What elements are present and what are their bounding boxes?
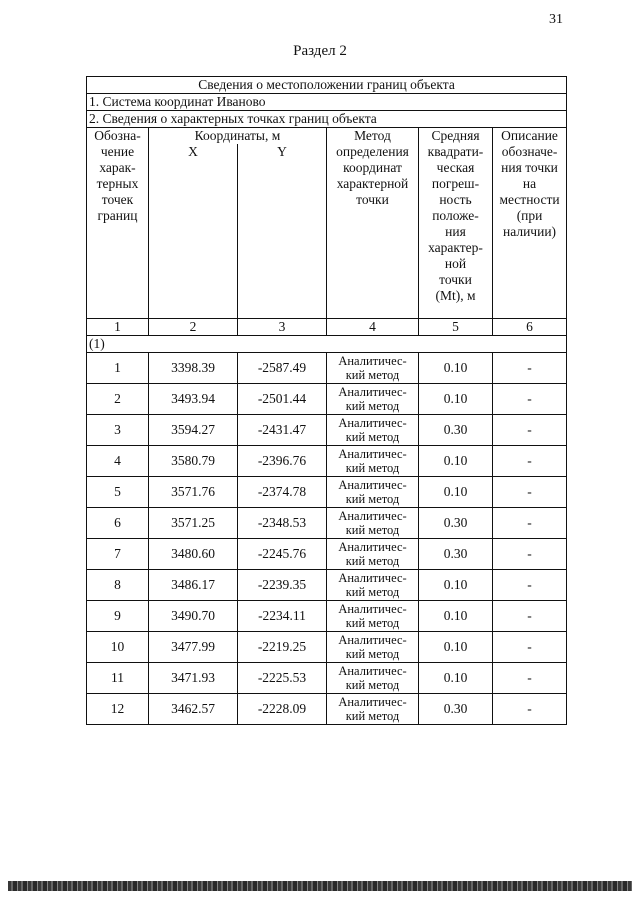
column-number: 6 xyxy=(493,319,567,336)
error-cell: 0.30 xyxy=(419,508,493,539)
point-number-cell: 7 xyxy=(87,539,149,570)
description-cell: - xyxy=(493,601,567,632)
description-cell: - xyxy=(493,508,567,539)
table-row xyxy=(87,477,567,508)
description-cell: - xyxy=(493,446,567,477)
table-row xyxy=(87,601,567,632)
error-cell: 0.30 xyxy=(419,539,493,570)
x-coordinate-cell: 3398.39 xyxy=(149,353,238,384)
y-coordinate-cell: -2234.11 xyxy=(238,601,327,632)
block-label: (1) xyxy=(87,336,567,353)
method-cell: Аналитичес- кий метод xyxy=(327,539,419,570)
error-cell: 0.10 xyxy=(419,477,493,508)
description-cell: - xyxy=(493,539,567,570)
table-row xyxy=(87,415,567,446)
x-coordinate-cell: 3462.57 xyxy=(149,694,238,725)
header-y: Y xyxy=(238,144,327,319)
point-number-cell: 1 xyxy=(87,353,149,384)
x-coordinate-cell: 3480.60 xyxy=(149,539,238,570)
error-cell: 0.30 xyxy=(419,694,493,725)
method-cell: Аналитичес- кий метод xyxy=(327,446,419,477)
error-cell: 0.10 xyxy=(419,601,493,632)
header-error: Средняя квадрати- ческая погреш- ность положе- ния характер- ной точки (Mt), м xyxy=(419,128,493,319)
x-coordinate-cell: 3571.25 xyxy=(149,508,238,539)
method-cell: Аналитичес- кий метод xyxy=(327,694,419,725)
column-number: 2 xyxy=(149,319,238,336)
method-cell: Аналитичес- кий метод xyxy=(327,353,419,384)
description-cell: - xyxy=(493,415,567,446)
point-number-cell: 4 xyxy=(87,446,149,477)
point-number-cell: 6 xyxy=(87,508,149,539)
point-number-cell: 11 xyxy=(87,663,149,694)
table-row xyxy=(87,694,567,725)
table-row xyxy=(87,446,567,477)
table-row xyxy=(87,663,567,694)
error-cell: 0.10 xyxy=(419,632,493,663)
y-coordinate-cell: -2228.09 xyxy=(238,694,327,725)
column-number: 1 xyxy=(87,319,149,336)
method-cell: Аналитичес- кий метод xyxy=(327,601,419,632)
method-cell: Аналитичес- кий метод xyxy=(327,415,419,446)
error-cell: 0.10 xyxy=(419,353,493,384)
y-coordinate-cell: -2396.76 xyxy=(238,446,327,477)
header-method: Метод определения координат характерной точки xyxy=(327,128,419,319)
column-number: 3 xyxy=(238,319,327,336)
point-number-cell: 8 xyxy=(87,570,149,601)
description-cell: - xyxy=(493,694,567,725)
table-row xyxy=(87,384,567,415)
x-coordinate-cell: 3477.99 xyxy=(149,632,238,663)
column-number: 5 xyxy=(419,319,493,336)
description-cell: - xyxy=(493,663,567,694)
page-number: 31 xyxy=(549,12,563,27)
y-coordinate-cell: -2587.49 xyxy=(238,353,327,384)
points-info-line: 2. Сведения о характерных точках границ объекта xyxy=(87,111,567,128)
point-number-cell: 9 xyxy=(87,601,149,632)
x-coordinate-cell: 3594.27 xyxy=(149,415,238,446)
method-cell: Аналитичес- кий метод xyxy=(327,508,419,539)
x-coordinate-cell: 3580.79 xyxy=(149,446,238,477)
description-cell: - xyxy=(493,570,567,601)
x-coordinate-cell: 3571.76 xyxy=(149,477,238,508)
y-coordinate-cell: -2501.44 xyxy=(238,384,327,415)
header-designation: Обозна- чение харак- терных точек границ xyxy=(87,128,149,319)
header-coordinates: Координаты, м xyxy=(149,128,327,145)
error-cell: 0.10 xyxy=(419,570,493,601)
method-cell: Аналитичес- кий метод xyxy=(327,477,419,508)
header-x: X xyxy=(149,144,238,319)
point-number-cell: 5 xyxy=(87,477,149,508)
coordinate-system-line: 1. Система координат Иваново xyxy=(87,94,567,111)
error-cell: 0.30 xyxy=(419,415,493,446)
x-coordinate-cell: 3471.93 xyxy=(149,663,238,694)
method-cell: Аналитичес- кий метод xyxy=(327,570,419,601)
column-number: 4 xyxy=(327,319,419,336)
y-coordinate-cell: -2374.78 xyxy=(238,477,327,508)
description-cell: - xyxy=(493,384,567,415)
section-title: Раздел 2 xyxy=(293,43,347,59)
point-number-cell: 10 xyxy=(87,632,149,663)
method-cell: Аналитичес- кий метод xyxy=(327,384,419,415)
point-number-cell: 2 xyxy=(87,384,149,415)
table-row xyxy=(87,632,567,663)
method-cell: Аналитичес- кий метод xyxy=(327,663,419,694)
point-number-cell: 3 xyxy=(87,415,149,446)
scan-edge-artifact xyxy=(8,881,632,891)
x-coordinate-cell: 3490.70 xyxy=(149,601,238,632)
table-row xyxy=(87,508,567,539)
point-number-cell: 12 xyxy=(87,694,149,725)
error-cell: 0.10 xyxy=(419,663,493,694)
x-coordinate-cell: 3486.17 xyxy=(149,570,238,601)
y-coordinate-cell: -2348.53 xyxy=(238,508,327,539)
x-coordinate-cell: 3493.94 xyxy=(149,384,238,415)
header-description: Описание обозначе- ния точки на местности (при наличии) xyxy=(493,128,567,319)
table-row xyxy=(87,570,567,601)
boundary-points-table xyxy=(86,76,567,725)
method-cell: Аналитичес- кий метод xyxy=(327,632,419,663)
description-cell: - xyxy=(493,477,567,508)
y-coordinate-cell: -2225.53 xyxy=(238,663,327,694)
description-cell: - xyxy=(493,632,567,663)
error-cell: 0.10 xyxy=(419,384,493,415)
error-cell: 0.10 xyxy=(419,446,493,477)
y-coordinate-cell: -2239.35 xyxy=(238,570,327,601)
table-row xyxy=(87,353,567,384)
y-coordinate-cell: -2245.76 xyxy=(238,539,327,570)
table-row xyxy=(87,539,567,570)
y-coordinate-cell: -2219.25 xyxy=(238,632,327,663)
y-coordinate-cell: -2431.47 xyxy=(238,415,327,446)
description-cell: - xyxy=(493,353,567,384)
table-title: Сведения о местоположении границ объекта xyxy=(87,77,567,94)
